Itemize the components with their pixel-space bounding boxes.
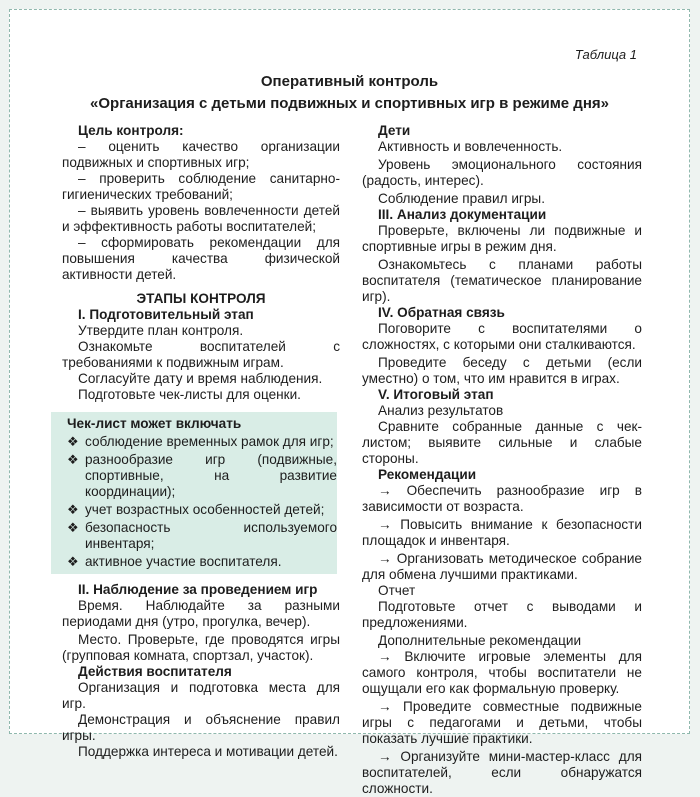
teacher-action: Демонстрация и объяснение правил игры. (62, 712, 340, 743)
stage4-item: Проведите беседу с детьми (если уместно) о том, что им нравится в играх. (362, 355, 642, 386)
children-item: Активность и вовлеченность. (378, 139, 563, 154)
checklist-heading: Чек-лист может включать (67, 416, 242, 431)
diamond-bullet-icon: ❖ (67, 554, 79, 569)
stage1-item: Утвердите план контроля. (78, 323, 244, 338)
goal-heading: Цель контроля: (78, 123, 184, 138)
stage5-sub: Анализ результатов (378, 403, 504, 418)
recommendation-item: → Повысить внимание к безопасности площадок и инвентаря. (362, 517, 642, 548)
stage5-text: Сравните собранные данные с чек-листом; выявите сильные и слабые стороны. (362, 419, 642, 466)
recommendation-item: → Организовать методическое собрание для обмена лучшими практиками. (362, 551, 642, 582)
goal-item: – проверить соблюдение санитарно-гигиенических требований; (62, 171, 340, 202)
stage3-item: Проверьте, включены ли подвижные и спортивные игры в режим дня. (362, 223, 642, 254)
extra-item: → Проведите совместные подвижные игры с педагогами и детьми, чтобы показать лучшие практики. (362, 699, 642, 746)
goal-item: – оценить качество организации подвижных и спортивных игр; (62, 139, 340, 170)
stage2-heading: II. Наблюдение за проведением игр (78, 582, 318, 597)
diamond-bullet-icon: ❖ (67, 520, 79, 535)
checklist-item: ❖ соблюдение временных рамок для игр; (67, 434, 334, 449)
stage1-item: Согласуйте дату и время наблюдения. (78, 371, 323, 386)
stage2-time: Время. Наблюдайте за разными периодами дня (утро, прогулка, вечер). (62, 598, 340, 629)
report-heading: Отчет (378, 583, 416, 598)
stage4-heading: IV. Обратная связь (378, 305, 505, 320)
children-item: Уровень эмоционального состояния (радость, интерес). (362, 157, 642, 188)
checklist-item: ❖ разнообразие игр (подвижные, спортивные, на развитие координации); (67, 452, 337, 499)
recommendations-heading: Рекомендации (378, 467, 477, 482)
recommendation-item: → Обеспечить разнообразие игр в зависимости от возраста. (362, 483, 642, 514)
extra-item: → Включите игровые элементы для самого контроля, чтобы воспитатели не ощущали его как формальную проверку. (362, 649, 642, 696)
diamond-bullet-icon: ❖ (67, 452, 79, 467)
stages-heading: ЭТАПЫ КОНТРОЛЯ (136, 291, 266, 306)
diamond-bullet-icon: ❖ (67, 502, 79, 517)
goal-item: – сформировать рекомендации для повышения качества физической активности детей. (62, 235, 340, 282)
checklist-box (51, 412, 337, 574)
stage3-item: Ознакомьтесь с планами работы воспитателя (тематическое планирование игр). (362, 257, 642, 304)
document-title: Оперативный контроль (260, 73, 439, 90)
right-column (362, 123, 642, 797)
stage4-item: Поговорите с воспитателями о сложностях, с которыми они сталкиваются. (362, 321, 642, 352)
checklist-item: ❖ активное участие воспитателя. (67, 554, 282, 569)
teacher-actions-heading: Действия воспитателя (78, 664, 232, 679)
children-heading: Дети (378, 123, 411, 138)
stage5-heading: V. Итоговый этап (378, 387, 494, 402)
checklist-item: ❖ безопасность используемого инвентаря; (67, 520, 337, 551)
document-subtitle: «Организация с детьми подвижных и спортивных игр в режиме дня» (90, 95, 609, 112)
goal-item: – выявить уровень вовлеченности детей и эффективность работы воспитателей; (62, 203, 340, 234)
stage2-place: Место. Проверьте, где проводятся игры (групповая комната, спортзал, участок). (62, 632, 340, 663)
table-label: Таблица 1 (574, 47, 637, 62)
children-item: Соблюдение правил игры. (378, 191, 545, 206)
stage1-item: Подготовьте чек-листы для оценки. (78, 387, 301, 402)
stage3-heading: III. Анализ документации (378, 207, 547, 222)
stage1-heading: I. Подготовительный этап (78, 307, 254, 322)
checklist-item: ❖ учет возрастных особенностей детей; (67, 502, 325, 517)
stage1-item: Ознакомьте воспитателей с требованиями к подвижным играм. (62, 339, 340, 370)
left-column (62, 123, 340, 760)
report-text: Подготовьте отчет с выводами и предложениями. (362, 599, 642, 630)
extra-item: → Организуйте мини-мастер-класс для воспитателей, если обнаружатся сложности. (362, 749, 642, 796)
teacher-action: Организация и подготовка места для игр. (62, 680, 340, 711)
extra-heading: Дополнительные рекомендации (378, 633, 582, 648)
diamond-bullet-icon: ❖ (67, 434, 79, 449)
teacher-action: Поддержка интереса и мотивации детей. (78, 744, 338, 759)
